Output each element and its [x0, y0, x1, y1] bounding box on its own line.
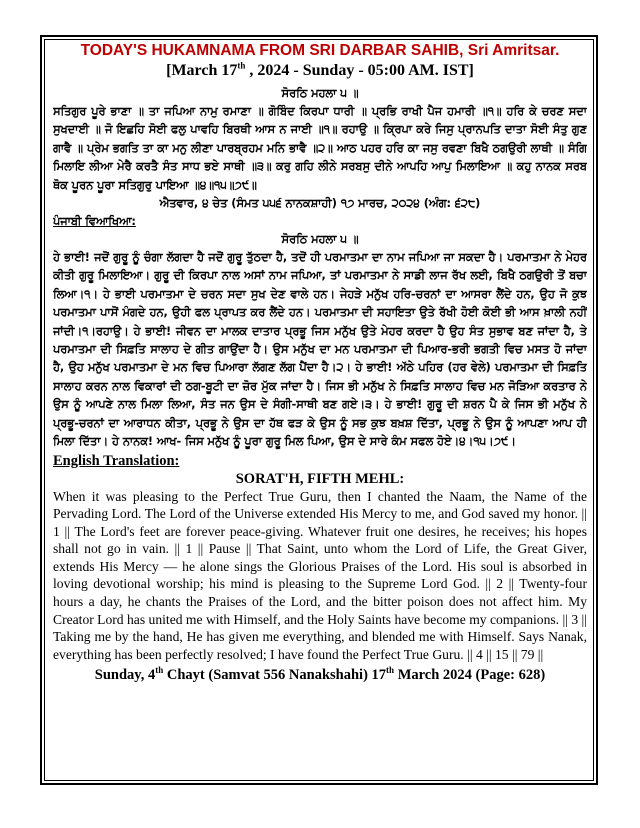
- punjabi-vyakhya-label: ਪੰਜਾਬੀ ਵਿਆਖਿਆ:: [53, 215, 136, 229]
- vyakhya-heading: ਸੋਰਠਿ ਮਹਲਾ ੫ ॥: [281, 233, 359, 247]
- english-translation-label: English Translation:: [53, 452, 180, 469]
- english-translation-text: When it was pleasing to the Perfect True Guru, then I chanted the Naam, the Name of the Pervading Lord. The Lord of the Universe extended His Mercy to me, and God saved my honor. || 1 || The Lord's feet are forever peace-giving. Whatever fruit one desires, he receives; his hopes shall not go in vain. || 1 || Pause || That Saint, unto whom the Lord of Life, the Great Giver, extends His Mercy — he alone sings the Glorious Praises of the Lord. His soul is absorbed in loving devotional worship; his mind is pleasing to the Supreme Lord God. || 2 || Twenty-four hours a day, he chants the Praises of the Lord, and the bitter poison does not affect him. My Creator Lord has united me with Himself, and the Holy Saints have become my companions. || 3 || Taking me by the hand, He has given me everything, and blended me with Himself. Says Nanak, everything has been perfectly resolved; I have found the Perfect True Guru. || 4 || 15 || 79 ||: [53, 488, 587, 662]
- hukamnama-document: [53, 41, 587, 777]
- gurbani-text: ਸਤਿਗੁਰ ਪੂਰੇ ਭਾਣਾ ॥ ਤਾ ਜਪਿਆ ਨਾਮੁ ਰਮਾਣਾ ॥ ਗੋਬਿੰਦ ਕਿਰਪਾ ਧਾਰੀ ॥ ਪ੍ਰਭਿ ਰਾਖੀ ਪੈਜ ਹਮਾਰੀ ॥੧॥ ਹਰਿ ਕੇ ਚਰਣ ਸਦਾ ਸੁਖਦਾਈ ॥ ਜੋ ਇਛਹਿ ਸੋਈ ਫਲੁ ਪਾਵਹਿ ਬਿਰਥੀ ਆਸ ਨ ਜਾਈ ॥੧॥ ਰਹਾਉ ॥ ਕ੍ਰਿਪਾ ਕਰੇ ਜਿਸੁ ਪ੍ਰਾਨਪਤਿ ਦਾਤਾ ਸੋਈ ਸੰਤੁ ਗੁਣ ਗਾਵੈ ॥ ਪ੍ਰੇਮ ਭਗਤਿ ਤਾ ਕਾ ਮਨੁ ਲੀਣਾ ਪਾਰਬ੍ਰਹਮ ਮਨਿ ਭਾਵੈ ॥੨॥ ਆਠ ਪਹਰ ਹਰਿ ਕਾ ਜਸੁ ਰਵਣਾ ਬਿਖੈ ਠਗਉਰੀ ਲਾਥੀ ॥ ਸੰਗਿ ਮਿਲਾਇ ਲੀਆ ਮੇਰੈ ਕਰਤੈ ਸੰਤ ਸਾਧ ਭਏ ਸਾਥੀ ॥੩॥ ਕਰੁ ਗਹਿ ਲੀਨੇ ਸਰਬਸੁ ਦੀਨੇ ਆਪਹਿ ਆਪੁ ਮਿਲਾਇਆ ॥ ਕਹੁ ਨਾਨਕ ਸਰਬ ਥੋਕ ਪੂਰਨ ਪੂਰਾ ਸਤਿਗੁਰੁ ਪਾਇਆ ॥੪॥੧੫॥੭੯॥: [53, 105, 587, 192]
- page-title: TODAY'S HUKAMNAMA FROM SRI DARBAR SAHIB, Sri Amritsar.: [80, 42, 560, 59]
- footer-date-line: Sunday, 4th Chayt (Samvat 556 Nanakshahi) 17th March 2024 (Page: 628): [94, 665, 546, 684]
- gurbani-heading: ਸੋਰਠਿ ਮਹਲਾ ੫ ॥: [281, 87, 359, 100]
- header-date: [March 17th , 2024 - Sunday - 05:00 AM. IST]: [166, 60, 474, 79]
- english-heading: SORAT'H, FIFTH MEHL:: [235, 470, 405, 487]
- punjabi-vyakhya-text: ਹੇ ਭਾਈ! ਜਦੋਂ ਗੁਰੂ ਨੂੰ ਚੰਗਾ ਲੱਗਦਾ ਹੈ ਜਦੋਂ ਗੁਰੂ ਤੁੱਠਦਾ ਹੈ, ਤਦੋਂ ਹੀ ਪਰਮਾਤਮਾ ਦਾ ਨਾਮ ਜਪਿਆ ਜਾ ਸਕਦਾ ਹੈ। ਪਰਮਾਤਮਾ ਨੇ ਮੇਹਰ ਕੀਤੀ ਗੁਰੂ ਮਿਲਾਇਆ। ਗੁਰੂ ਦੀ ਕਿਰਪਾ ਨਾਲ ਅਸਾਂ ਨਾਮ ਜਪਿਆ, ਤਾਂ ਪਰਮਾਤਮਾ ਨੇ ਸਾਡੀ ਲਾਜ ਰੱਖ ਲਈ, ਬਿਖੈ ਠਗਉਰੀ ਤੋਂ ਬਚਾ ਲਿਆ।੧। ਹੇ ਭਾਈ ਪਰਮਾਤਮਾ ਦੇ ਚਰਨ ਸਦਾ ਸੁਖ ਦੇਣ ਵਾਲੇ ਹਨ। ਜੇਹੜੇ ਮਨੁੱਖ ਹਰਿ-ਚਰਨਾਂ ਦਾ ਆਸਰਾ ਲੈਂਦੇ ਹਨ, ਉਹ ਜੋ ਕੁਝ ਪਰਮਾਤਮਾ ਪਾਸੋਂ ਮੰਗਦੇ ਹਨ, ਉਹੀ ਫਲ ਪ੍ਰਾਪਤ ਕਰ ਲੈਂਦੇ ਹਨ। ਪਰਮਾਤਮਾ ਦੀ ਸਹਾਇਤਾ ਉਤੇ ਰੱਖੀ ਹੋਈ ਕੋਈ ਭੀ ਆਸ ਖ਼ਾਲੀ ਨਹੀਂ ਜਾਂਦੀ।੧।ਰਹਾਉ। ਹੇ ਭਾਈ! ਜੀਵਨ ਦਾ ਮਾਲਕ ਦਾਤਾਰ ਪ੍ਰਭੂ ਜਿਸ ਮਨੁੱਖ ਉਤੇ ਮੇਹਰ ਕਰਦਾ ਹੈ ਉਹ ਸੰਤ ਸੁਭਾਵ ਬਣ ਜਾਂਦਾ ਹੈ, ਤੇ ਪਰਮਾਤਮਾ ਦੀ ਸਿਫ਼ਤਿ ਸਾਲਾਹ ਦੇ ਗੀਤ ਗਾਉਂਦਾ ਹੈ। ਉਸ ਮਨੁੱਖ ਦਾ ਮਨ ਪਰਮਾਤਮਾ ਦੀ ਪਿਆਰ-ਭਰੀ ਭਗਤੀ ਵਿਚ ਮਸਤ ਹੋ ਜਾਂਦਾ ਹੈ, ਉਹ ਮਨੁੱਖ ਪਰਮਾਤਮਾ ਦੇ ਮਨ ਵਿਚ ਪਿਆਰਾ ਲੱਗਣ ਲੱਗ ਪੈਂਦਾ ਹੈ।੨। ਹੇ ਭਾਈ! ਅੱਠੇ ਪਹਿਰ (ਹਰ ਵੇਲੇ) ਪਰਮਾਤਮਾ ਦੀ ਸਿਫ਼ਤਿ ਸਾਲਾਹ ਕਰਨ ਨਾਲ ਵਿਕਾਰਾਂ ਦੀ ਠਗ-ਬੂਟੀ ਦਾ ਜ਼ੋਰ ਮੁੱਕ ਜਾਂਦਾ ਹੈ। ਜਿਸ ਭੀ ਮਨੁੱਖ ਨੇ ਸਿਫ਼ਤਿ ਸਾਲਾਹ ਵਿਚ ਮਨ ਜੋੜਿਆ ਕਰਤਾਰ ਨੇ ਉਸ ਨੂੰ ਆਪਣੇ ਨਾਲ ਮਿਲਾ ਲਿਆ, ਸੰਤ ਜਨ ਉਸ ਦੇ ਸੰਗੀ-ਸਾਥੀ ਬਣ ਗਏ।੩। ਹੇ ਭਾਈ! ਗੁਰੂ ਦੀ ਸ਼ਰਨ ਪੈ ਕੇ ਜਿਸ ਭੀ ਮਨੁੱਖ ਨੇ ਪ੍ਰਭੂ-ਚਰਨਾਂ ਦਾ ਆਰਾਧਨ ਕੀਤਾ, ਪ੍ਰਭੂ ਨੇ ਉਸ ਦਾ ਹੱਥ ਫੜ ਕੇ ਉਸ ਨੂੰ ਸਭ ਕੁਝ ਬਖ਼ਸ਼ ਦਿੱਤਾ, ਪ੍ਰਭੂ ਨੇ ਉਸ ਨੂੰ ਆਪਣਾ ਆਪ ਹੀ ਮਿਲਾ ਦਿੱਤਾ। ਹੇ ਨਾਨਕ! ਆਖ- ਜਿਸ ਮਨੁੱਖ ਨੂੰ ਪੂਰਾ ਗੁਰੂ ਮਿਲ ਪਿਆ, ਉਸ ਦੇ ਸਾਰੇ ਕੰਮ ਸਫਲ ਹੋਏ।੪।੧੫।੭੯।: [53, 251, 587, 449]
- punjabi-date-line: ਐਤਵਾਰ, ੪ ਚੇਤ (ਸੰਮਤ ੫੫੬ ਨਾਨਕਸ਼ਾਹੀ) ੧੭ ਮਾਰਚ, ੨੦੨੪ (ਅੰਗ: ੬੨੮): [159, 197, 481, 211]
